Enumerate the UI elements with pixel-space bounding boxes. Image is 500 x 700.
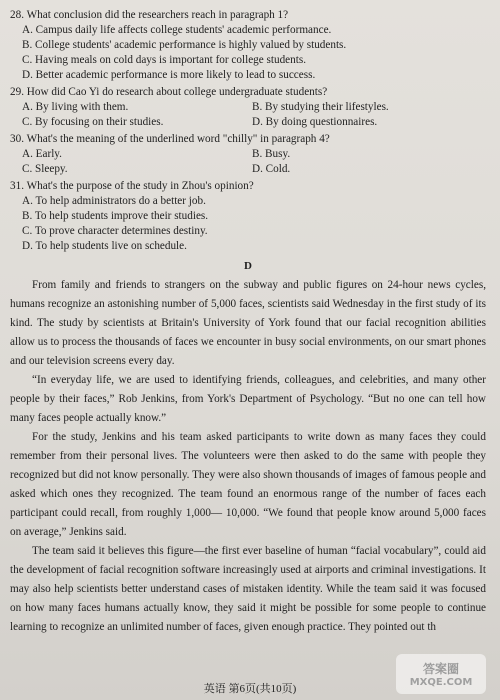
question-stem: 30. What's the meaning of the underlined word "chilly" in paragraph 4?	[10, 133, 330, 145]
option-a: A. Early.	[22, 148, 62, 160]
passage-paragraph: From family and friends to strangers on the subway and public figures on 24-hour news cycles, humans recognize an astonishing number of 5,000 faces, scientists said Wednesday in the first study of its kind. The study by scientists at Britain's University of York found that our facial recognition abilities allow us to process the thousands of faces we encounter in busy social environments, on our smart phones and our television screens every day.	[10, 279, 486, 367]
question-stem: 29. How did Cao Yi do research about college undergraduate students?	[10, 86, 328, 98]
option-a: A. By living with them.	[22, 101, 129, 113]
option-c: C. By focusing on their studies.	[22, 116, 164, 128]
option-b: B. College students' academic performance is highly valued by students.	[22, 39, 347, 51]
passage-paragraph: For the study, Jenkins and his team asked participants to write down as many faces they could remember from their personal lives. The volunteers were then asked to do the same with people they recognized but did not know personally. They were also shown thousands of images of famous people and asked which ones they recognized. The team found an enormous range of the number of faces each participant could recall, from roughly 1,000— 10,000. “We found that people know around 5,000 faces on average,” Jenkins said.	[10, 431, 486, 538]
option-d: D. Better academic performance is more likely to lead to success.	[22, 69, 316, 81]
options-row	[10, 162, 486, 177]
option-d: D. By doing questionnaires.	[252, 116, 378, 128]
option-a: A. Campus daily life affects college students' academic performance.	[22, 24, 332, 36]
question-stem: 31. What's the purpose of the study in Zhou's opinion?	[10, 180, 254, 192]
watermark-text: 答案圈	[422, 662, 459, 676]
question-29	[10, 85, 486, 130]
watermark-url: MXQE.COM	[409, 677, 473, 688]
option-b: B. By studying their lifestyles.	[252, 101, 389, 113]
question-28	[10, 8, 486, 83]
watermark-logo	[396, 654, 486, 694]
options-row	[10, 100, 486, 115]
question-stem: 28. What conclusion did the researchers reach in paragraph 1?	[10, 9, 289, 21]
option-d: D. Cold.	[252, 163, 291, 175]
option-d: D. To help students live on schedule.	[22, 240, 187, 252]
option-c: C. To prove character determines destiny.	[22, 225, 208, 237]
options-row	[10, 147, 486, 162]
option-a: A. To help administrators do a better job.	[22, 195, 206, 207]
options-row	[10, 115, 486, 130]
option-b: B. To help students improve their studies.	[22, 210, 209, 222]
option-c: C. Having meals on cold days is important for college students.	[22, 54, 306, 66]
page-footer: 英语 第6页(共10页)	[203, 683, 297, 695]
option-b: B. Busy.	[252, 148, 291, 160]
question-31	[10, 179, 486, 254]
passage-paragraph: The team said it believes this figure—the first ever baseline of human “facial vocabulary”, could aid the development of facial recognition software increasingly used at airports and criminal investigations. It may also help scientists better understand cases of mistaken identity. While the team said it was focused on how many faces humans actually know, they said it might be possible for some people to continue learning to recognize an unlimited number of faces, given enough practice. They pointed out th	[10, 545, 486, 633]
passage-paragraph: “In everyday life, we are used to identifying friends, colleagues, and celebrities, and many other people by their faces,” Rob Jenkins, from York's Department of Psychology. “But no one can tell how many faces people actually know.”	[10, 374, 486, 424]
option-c: C. Sleepy.	[22, 163, 68, 175]
question-30	[10, 132, 486, 177]
section-heading: D	[244, 260, 252, 272]
